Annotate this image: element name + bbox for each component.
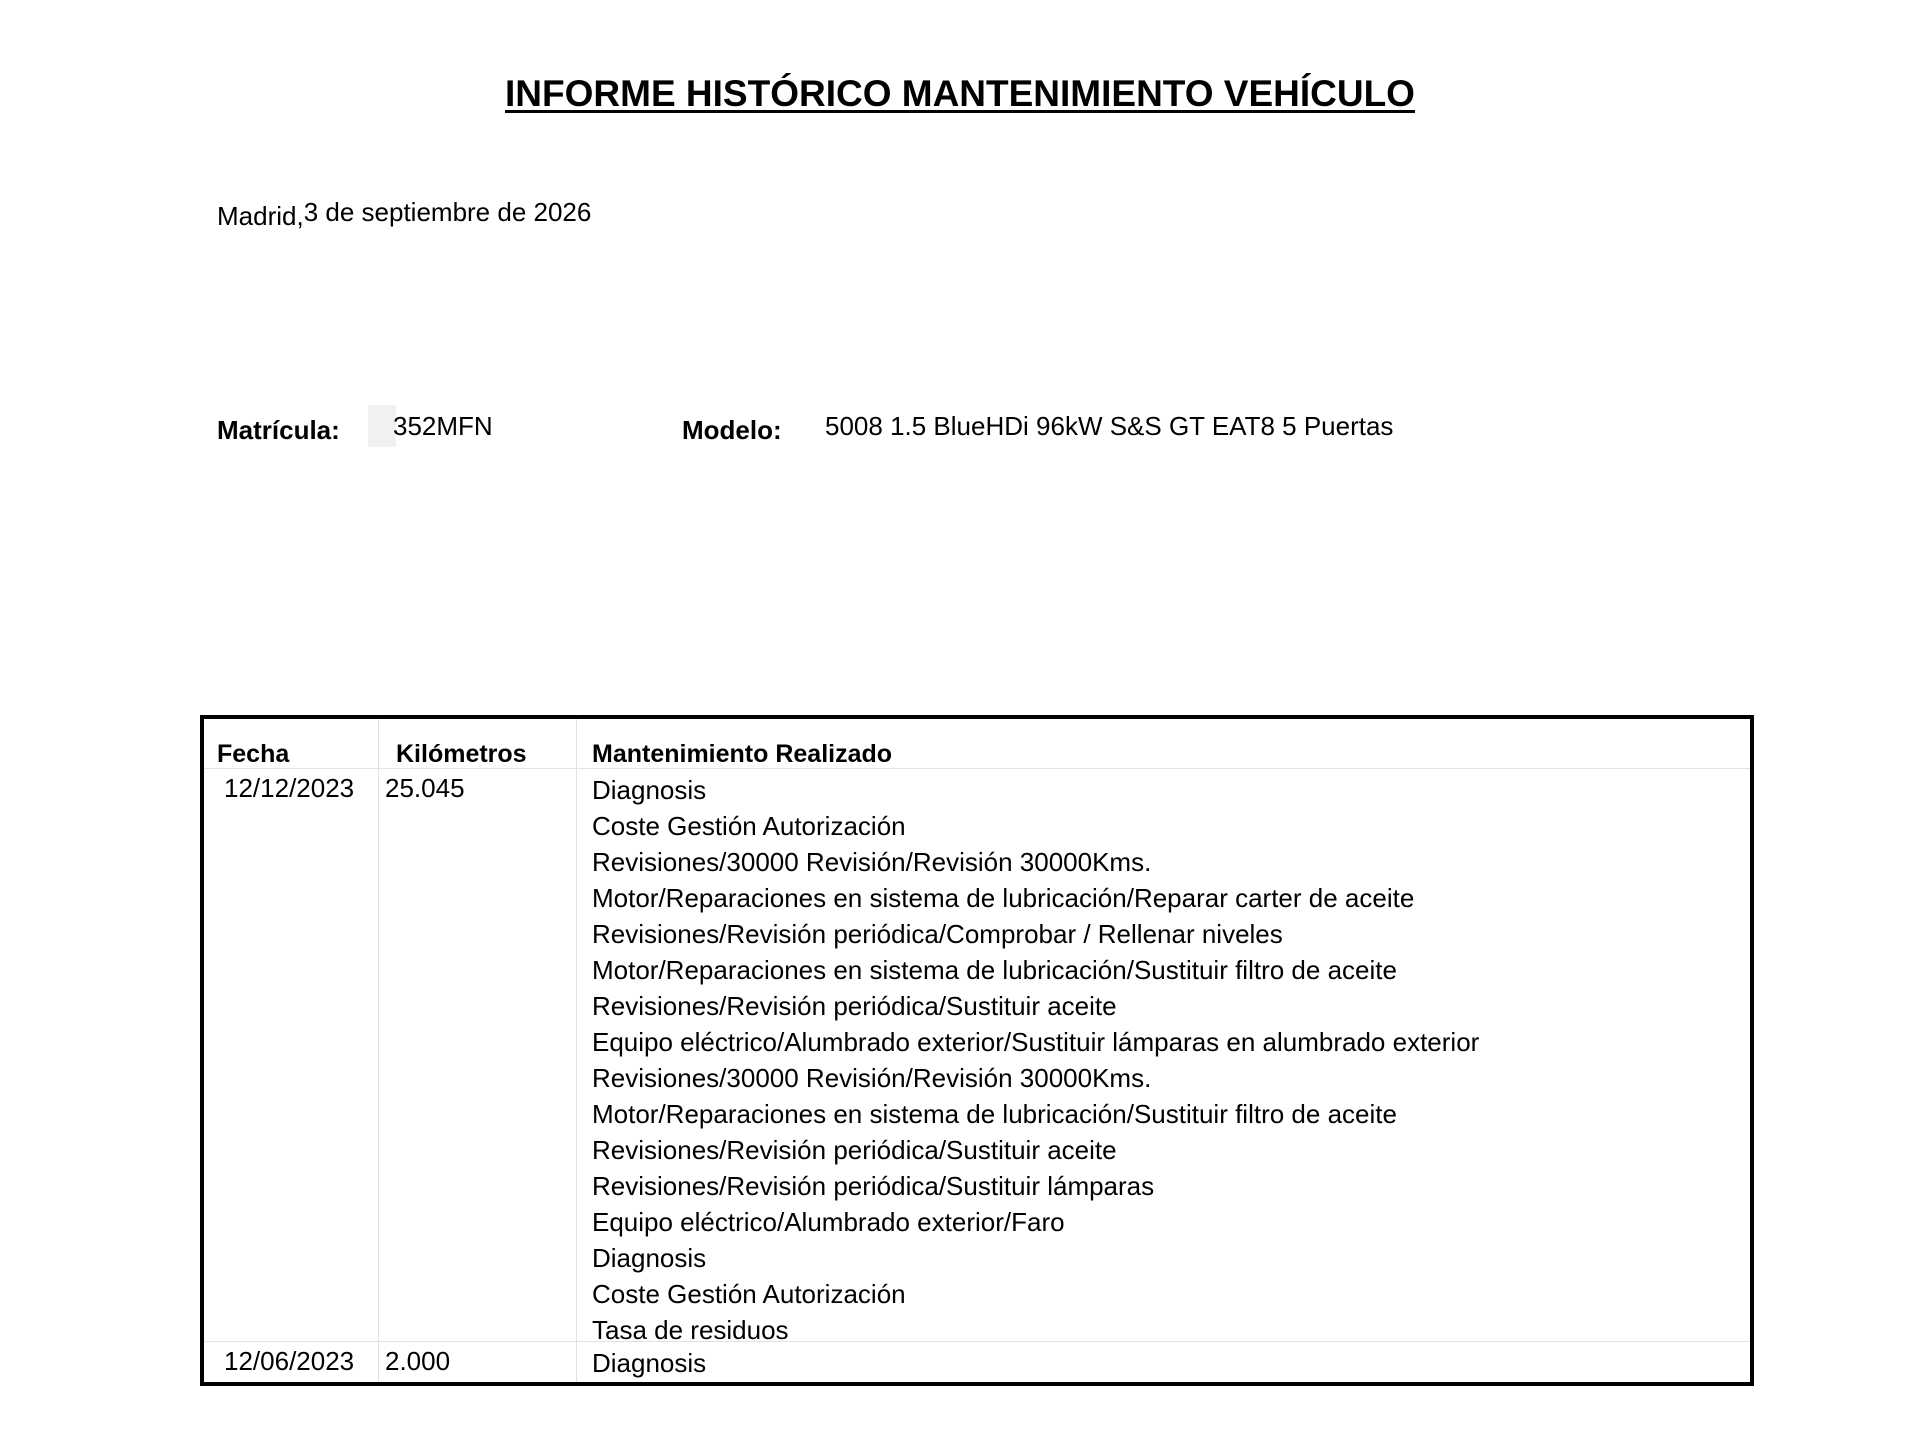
header-date: Fecha <box>217 740 290 768</box>
maintenance-item: Revisiones/Revisión periódica/Sustituir aceite <box>592 991 1117 1021</box>
report-date: 3 de septiembre de 2026 <box>303 197 592 227</box>
maintenance-item: Coste Gestión Autorización <box>592 1279 906 1309</box>
maintenance-item: Revisiones/Revisión periódica/Sustituir lámparas <box>592 1171 1155 1201</box>
maintenance-item: Motor/Reparaciones en sistema de lubricación/Reparar carter de aceite <box>592 883 1415 913</box>
row-1-maintenance-list <box>592 772 1479 1348</box>
header-km: Kilómetros <box>396 740 527 768</box>
model-label: Modelo: <box>682 415 782 445</box>
report-title: INFORME HISTÓRICO MANTENIMIENTO VEHÍCULO <box>505 73 1415 114</box>
header-maintenance: Mantenimiento Realizado <box>592 740 893 768</box>
row-2-maintenance-list <box>592 1345 706 1381</box>
maintenance-item: Diagnosis <box>592 1243 707 1273</box>
column-divider-maintenance <box>576 719 577 1382</box>
column-divider-km <box>378 719 379 1382</box>
row-2-date: 12/06/2023 <box>224 1346 355 1376</box>
maintenance-item: Tasa de residuos <box>592 1315 789 1345</box>
maintenance-item: Revisiones/Revisión periódica/Sustituir aceite <box>592 1135 1117 1165</box>
row-1-date: 12/12/2023 <box>224 773 355 803</box>
maintenance-item: Revisiones/30000 Revisión/Revisión 30000Kms. <box>592 1063 1152 1093</box>
maintenance-item: Equipo eléctrico/Alumbrado exterior/Sustituir lámparas en alumbrado exterior <box>592 1027 1480 1057</box>
maintenance-item: Diagnosis <box>592 1348 707 1378</box>
maintenance-item: Equipo eléctrico/Alumbrado exterior/Faro <box>592 1207 1065 1237</box>
plate-label: Matrícula: <box>217 415 340 445</box>
maintenance-item: Motor/Reparaciones en sistema de lubricación/Sustituir filtro de aceite <box>592 955 1397 985</box>
maintenance-item: Diagnosis <box>592 775 707 805</box>
plate-redaction <box>368 405 396 447</box>
maintenance-item: Revisiones/30000 Revisión/Revisión 30000Kms. <box>592 847 1152 877</box>
model-value: 5008 1.5 BlueHDi 96kW S&S GT EAT8 5 Puertas <box>825 411 1394 441</box>
maintenance-item: Coste Gestión Autorización <box>592 811 906 841</box>
plate-value: 352MFN <box>393 411 493 441</box>
maintenance-item: Motor/Reparaciones en sistema de lubricación/Sustituir filtro de aceite <box>592 1099 1397 1129</box>
maintenance-item: Revisiones/Revisión periódica/Comprobar / Rellenar niveles <box>592 919 1283 949</box>
report-city: Madrid, <box>217 201 304 231</box>
maintenance-table <box>200 715 1754 1386</box>
row-2-km: 2.000 <box>385 1346 451 1376</box>
row-1-km: 25.045 <box>385 773 465 803</box>
report-date-line <box>217 196 592 231</box>
